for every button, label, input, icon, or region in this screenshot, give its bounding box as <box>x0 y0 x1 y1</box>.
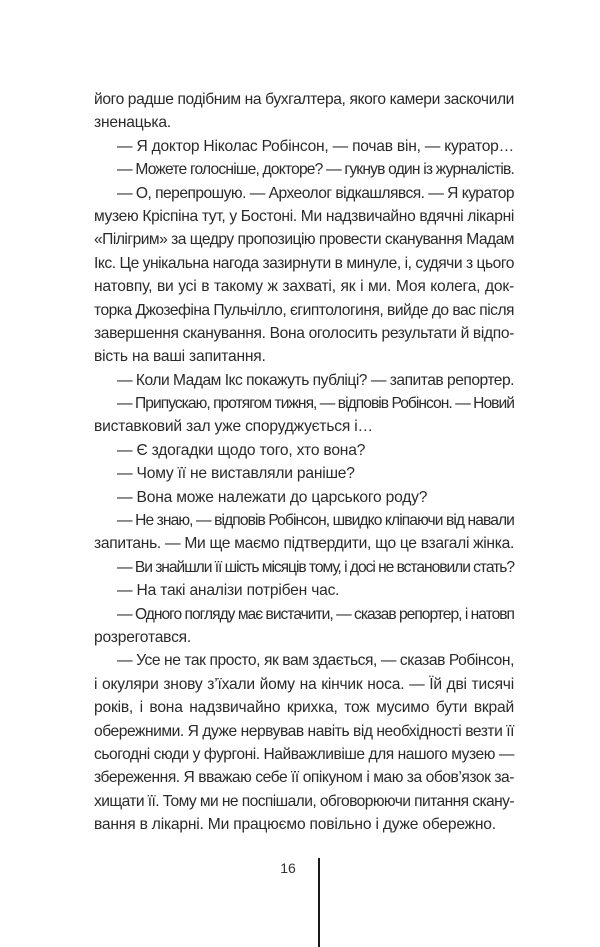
text-line: — Вона може належати до царського роду? <box>117 488 428 506</box>
text-line: років, і вона надзвичайно крихка, тож мусимо бути вкрай <box>94 699 514 717</box>
text-line: виставковий зал уже споруджується і… <box>94 418 373 436</box>
page-body-text <box>94 88 514 837</box>
text-line: — Коли Мадам Ікс покажуть публіці? — запитав репортер. <box>117 371 514 389</box>
text-line: музею Кріспіна тут, у Бостоні. Ми надзвичайно вдячні лікарні <box>94 207 514 225</box>
text-line: розреготався. <box>94 628 192 646</box>
text-line: — Є здогадки щодо того, хто вона? <box>117 441 366 459</box>
text-line: і окуляри знову з’їхали йому на кінчик носа. — Їй дві тисячі <box>94 675 514 693</box>
text-line: — На такі аналізи потрібен час. <box>117 582 340 600</box>
text-line: хищати її. Тому ми не поспішали, обговорюючи питання скану- <box>94 792 514 810</box>
text-line: — Не знаю, — відповів Робінсон, швидко кліпаючи від навали <box>117 512 514 530</box>
text-line: — Усе не так просто, як вам здається, — сказав Робінсон, <box>117 652 514 670</box>
text-line: — Чому її не виставляли раніше? <box>117 465 355 483</box>
text-line: — Одного погляду має вистачити, — сказав репортер, і натовп <box>117 605 514 623</box>
text-line: — О, перепрошую. — Археолог відкашлявся. — Я куратор <box>117 184 514 202</box>
text-line: завершення сканування. Вона оголосить результати й відпо- <box>94 324 515 342</box>
text-line: обережними. Я дуже нервував навіть від необхідності везти її <box>94 722 514 740</box>
text-line: зненацька. <box>94 114 171 132</box>
text-line: його радше подібним на бухгалтера, якого камери заскочили <box>94 91 514 108</box>
text-line: сьогодні сюди у фургоні. Найважливіше для нашого музею — <box>94 745 514 763</box>
page-number <box>0 860 600 876</box>
text-line: — Ви знайшли її шість місяців тому, і досі не встановили стать? <box>117 558 514 576</box>
text-line: Ікс. Це унікальна нагода зазирнути в минуле, і, судячи з цього <box>94 254 514 272</box>
text-line: — Можете голосніше, докторе? — гукнув один із журналістів. <box>117 161 514 179</box>
text-line: збереження. Я вважаю себе її опікуном і маю за обов’язок за- <box>94 769 514 787</box>
text-line: «Пілігрим» за щедру пропозицію провести сканування Мадам <box>94 231 514 249</box>
text-line: запитань. — Ми ще маємо підтвердити, що це взагалі жінка. <box>94 535 514 553</box>
text-line: торка Джозефіна Пульчілло, єгиптологиня, вийде до вас після <box>94 301 514 319</box>
text-line: — Я доктор Ніколас Робінсон, — почав він, — куратор… <box>117 137 514 155</box>
text-line: вання в лікарні. Ми працюємо повільно і дуже обережно. <box>94 816 496 834</box>
vertical-rule <box>318 858 320 947</box>
text-line: — Припускаю, протягом тижня, — відповів Робінсон. — Новий <box>117 395 514 413</box>
page-number-label: 16 <box>280 860 296 876</box>
text-line: натовпу, ви усі в такому ж захваті, як і ми. Моя колега, док- <box>94 278 514 296</box>
text-line: вість на ваші запитання. <box>94 348 266 366</box>
